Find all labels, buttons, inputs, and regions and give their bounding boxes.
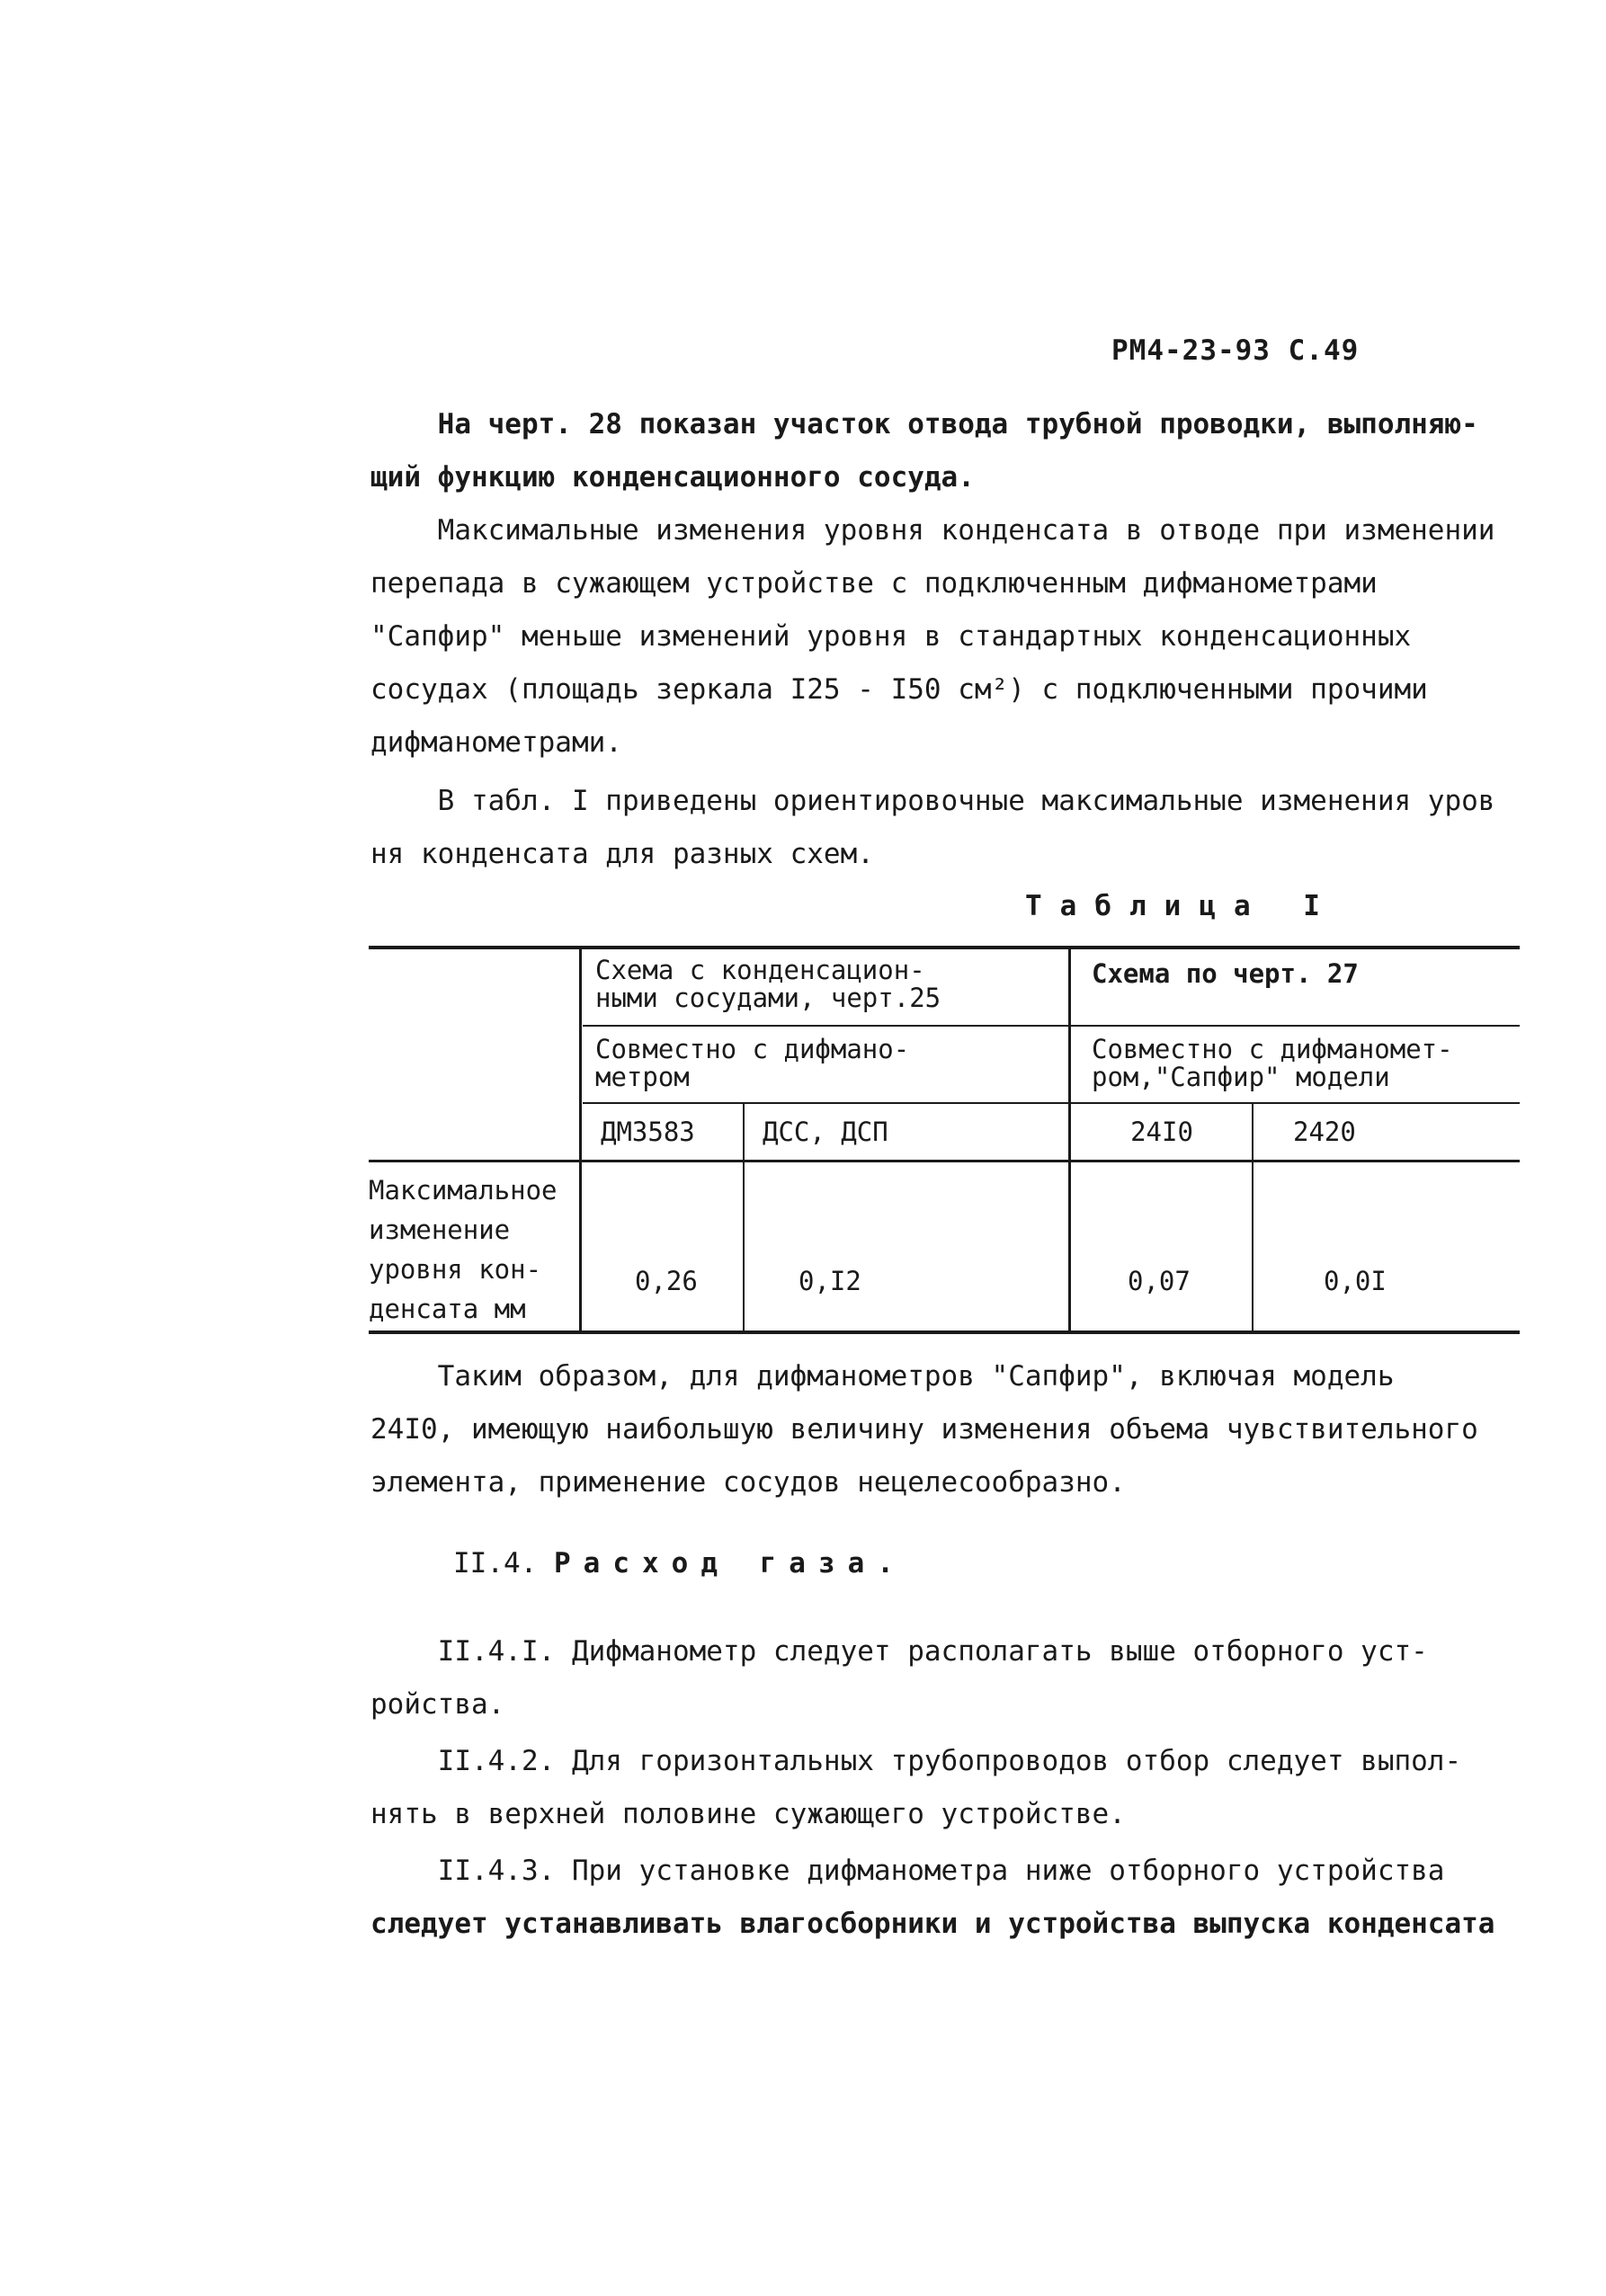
table-rule: [583, 1102, 1520, 1104]
table-rule: [1068, 948, 1071, 1332]
col-header: ДМ3583: [601, 1117, 695, 1147]
paragraph-line: II.4.I. Дифманометр следует располагать выше отборного уст-: [370, 1635, 1428, 1668]
section-title: Расход газа.: [554, 1547, 906, 1580]
paragraph-line: сосудах (площадь зеркала I25 - I50 см²) с подключенными прочими: [370, 673, 1428, 706]
paragraph-line: На черт. 28 показан участок отвода трубной проводки, выполняю-: [370, 408, 1478, 441]
paragraph-line: Максимальные изменения уровня конденсата в отводе при изменении: [370, 514, 1495, 547]
table-rule: [369, 1160, 1520, 1162]
paragraph-line: "Сапфир" меньше изменений уровня в стандартных конденсационных: [370, 620, 1412, 653]
paragraph-line: нять в верхней половине сужающего устройстве.: [370, 1798, 1126, 1830]
paragraph-line: Таким образом, для дифманометров "Сапфир", включая модель: [370, 1360, 1395, 1393]
table-title: Таблица I: [1025, 890, 1338, 922]
table-rule: [583, 1025, 1520, 1027]
paragraph-line: щий функцию конденсационного сосуда.: [370, 461, 975, 494]
paragraph-line: II.4.3. При установке дифманометра ниже отборного устройства: [370, 1855, 1445, 1887]
table-rule: [369, 946, 1520, 949]
header-with-sapfir: Совместно с дифманомет- ром,"Сапфир" модели: [1092, 1034, 1453, 1092]
paragraph-line: ройства.: [370, 1688, 505, 1721]
section-heading: [453, 1537, 1606, 1590]
table-rule: [1252, 1104, 1254, 1332]
header-with-dm: Совместно с дифмано- метром: [595, 1034, 910, 1092]
paragraph-line: элемента, применение сосудов нецелесообразно.: [370, 1466, 1126, 1499]
paragraph-line: В табл. I приведены ориентировочные максимальные изменения уров: [370, 785, 1495, 817]
table-rule: [743, 1104, 745, 1332]
document-code: РМ4-23-93 С.49: [1111, 334, 1360, 367]
row-label: Максимальное изменение уровня кон- денсата мм: [369, 1175, 558, 1324]
col-header: 2420: [1293, 1117, 1356, 1147]
table-rule: [579, 948, 582, 1332]
col-header: ДСС, ДСП: [763, 1117, 888, 1147]
header-scheme-vessels: Схема с конденсацион- ными сосудами, черт.25: [595, 955, 941, 1013]
table-rule: [369, 1330, 1520, 1334]
paragraph-line: ня конденсата для разных схем.: [370, 838, 874, 870]
table-cell: 0,07: [1128, 1266, 1191, 1296]
table-cell: 0,26: [635, 1266, 698, 1296]
paragraph-line: II.4.2. Для горизонтальных трубопроводов отбор следует выпол-: [370, 1745, 1462, 1777]
paragraph-line: перепада в сужающем устройстве с подключенным дифманометрами: [370, 567, 1378, 600]
paragraph-line: 24I0, имеющую наибольшую величину изменения объема чувствительного: [370, 1413, 1478, 1446]
table-cell: 0,I2: [799, 1266, 861, 1296]
paragraph-line: следует устанавливать влагосборники и устройства выпуска конденсата: [370, 1908, 1495, 1940]
paragraph-line: дифманометрами.: [370, 726, 622, 759]
table-cell: 0,0I: [1324, 1266, 1387, 1296]
header-scheme-drawing: Схема по черт. 27: [1092, 958, 1359, 989]
col-header: 24I0: [1130, 1117, 1193, 1147]
section-number: II.4.: [453, 1547, 538, 1580]
